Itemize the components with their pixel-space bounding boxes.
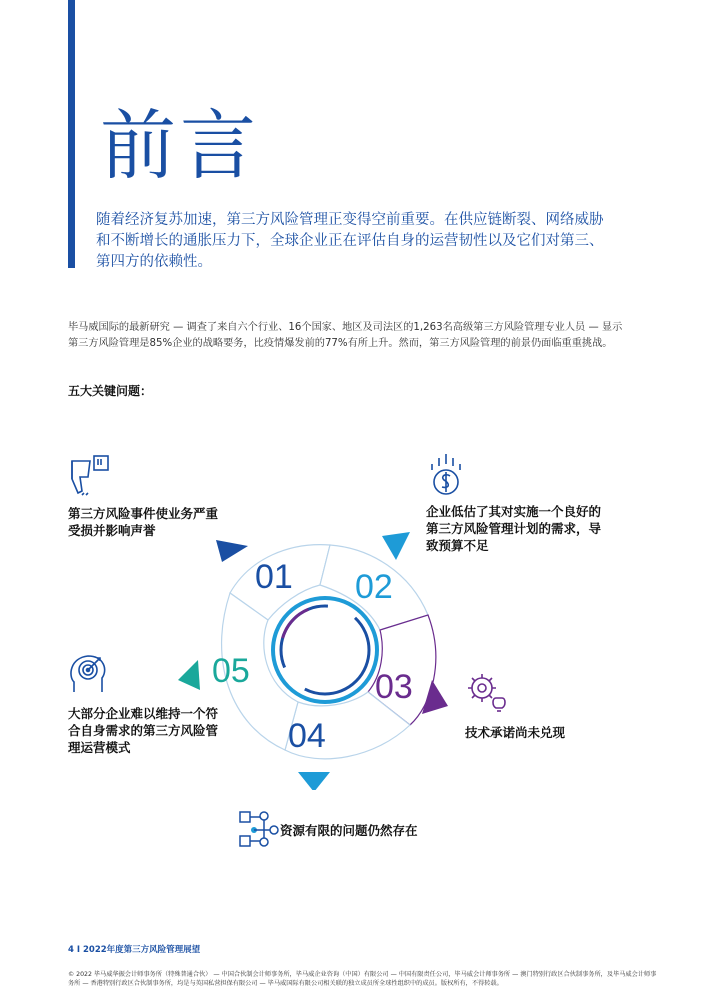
thumbs-down-icon — [68, 453, 112, 497]
segment-number-02: 02 — [355, 568, 393, 606]
segment-number-01: 01 — [255, 558, 293, 596]
pointer-05 — [178, 660, 200, 690]
pointer-02 — [382, 532, 410, 560]
issue-label-05: 大部分企业难以维持一个符合自身需求的第三方风险管理运营模式 — [68, 706, 219, 755]
footer-title: 4 I 2022年度第三方风险管理展望 — [68, 945, 201, 955]
segment-number-04: 04 — [288, 717, 326, 755]
inner-ring-outer — [273, 598, 377, 702]
pointer-01 — [216, 540, 248, 562]
network-people-icon — [238, 808, 282, 852]
page-title: 前言 — [100, 101, 260, 190]
issues-wheel-diagram — [170, 510, 470, 790]
issue-label-02: 企业低估了其对实施一个良好的第三方风险管理计划的需求，导致预算不足 — [426, 504, 602, 553]
issue-label-01: 第三方风险事件使业务严重受损并影响声誉 — [68, 506, 219, 538]
accent-bar — [68, 0, 75, 268]
body-paragraph: 毕马威国际的最新研究 — 调查了来自六个行业、16个国家、地区及司法区的1,263名高级第三方风险管理专业人员 — 显示第三方风险管理是85%企业的战略要务，比疫情爆发前的77%有所上升。然而，第三方风险管理的前景仍面临重重挑战。 — [68, 322, 623, 349]
head-target-icon — [66, 652, 114, 700]
segment-number-05: 05 — [212, 652, 250, 690]
issue-label-03: 技术承诺尚未兑现 — [465, 725, 566, 740]
pointer-04 — [298, 772, 330, 790]
footer-copyright: © 2022 毕马威华振会计师事务所（特殊普通合伙） — 中国合伙制会计师事务所，毕马威企业咨询（中国）有限公司 — 中国有限责任公司，毕马威会计师事务所 — 澳门特别行政区合伙制事务所，及毕马威会计师事务所 — 香港特别行政区合伙制事务所，均是与英国私营担保有限公司 — 毕马威国际有限公司相关联的独立成员所全球性组织中的成员。版权所有，不得转载。 — [68, 971, 657, 987]
dollar-coin-icon — [424, 452, 468, 498]
issue-label-04: 资源有限的问题仍然存在 — [280, 823, 418, 838]
intro-paragraph: 随着经济复苏加速，第三方风险管理正变得空前重要。在供应链断裂、网络威胁和不断增长的通胀压力下，全球企业正在评估自身的运营韧性以及它们对第三、第四方的依赖性。 — [96, 212, 604, 270]
section-subheading: 五大关键问题： — [68, 384, 153, 398]
segment-number-03: 03 — [375, 668, 413, 706]
wheel-segments — [222, 545, 436, 759]
